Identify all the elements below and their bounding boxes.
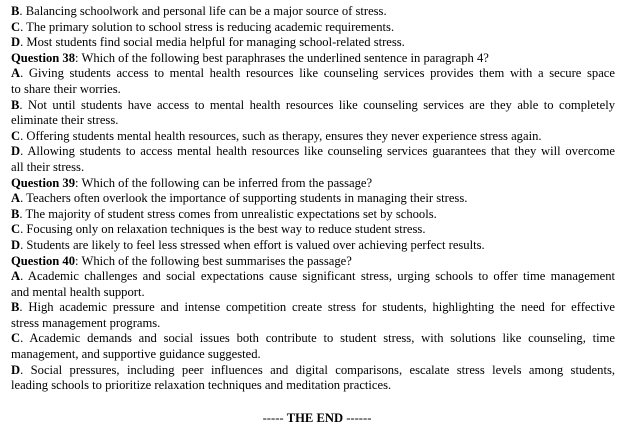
option-letter: B (11, 300, 20, 315)
option-letter: B (11, 4, 20, 18)
option-letter: C (11, 19, 21, 34)
q40-option-c-line2: management, and supportive guidance suggested. (11, 347, 261, 362)
option-letter: D (11, 35, 21, 50)
option-letter: C (11, 222, 21, 237)
q40-option-c-line1 (11, 331, 615, 347)
q38-option-b-line2: eliminate their stress. (11, 113, 119, 128)
q39-option-a (11, 191, 615, 207)
q40-stem (11, 254, 615, 270)
option-text: . The primary solution to school stress is reducing academic requirements. (20, 19, 395, 34)
option-text: . Focusing only on relaxation techniques is the best way to reduce student stress. (20, 222, 426, 237)
question-text: : Which of the following best summarises the passage? (75, 253, 352, 268)
q37-option-b (11, 4, 615, 20)
q40-option-a-line2: and mental health support. (11, 284, 145, 299)
document-body (11, 4, 615, 394)
option-text: . Not until students have access to mental health resources like counseling services are they able to completely (19, 97, 615, 112)
option-text: . Offering students mental health resources, such as therapy, ensures they never experience stress again. (20, 128, 542, 143)
q39-stem (11, 176, 615, 192)
question-text: : Which of the following best paraphrases the underlined sentence in paragraph 4? (75, 50, 489, 65)
q38-option-b-line1 (11, 98, 615, 114)
option-text: . Balancing schoolwork and personal life can be a major source of stress. (19, 4, 387, 18)
q40-option-d-line2: leading schools to prioritize relaxation techniques and meditation practices. (11, 378, 392, 393)
q40-option-b-line1 (11, 300, 615, 316)
q40-option-d-line1 (11, 363, 615, 379)
option-text: . Social pressures, including peer influences and digital comparisons, escalate stress levels among students, (20, 362, 615, 377)
option-text: . Most students find social media helpful for managing school-related stress. (20, 35, 405, 50)
question-text: : Which of the following can be inferred from the passage? (75, 175, 373, 190)
q38-option-d-line2: all their stress. (11, 159, 85, 174)
option-text: . Teachers often overlook the importance of supporting students in managing their stress. (20, 191, 468, 206)
q38-option-c (11, 129, 615, 145)
question-label: Question 40 (11, 253, 76, 268)
option-letter: B (11, 206, 20, 221)
q37-option-d (11, 35, 615, 51)
q40-option-a-line1 (11, 269, 615, 285)
option-letter: C (11, 128, 21, 143)
option-letter: A (11, 66, 21, 81)
q38-stem (11, 51, 615, 67)
q40-option-b-line2: stress management programs. (11, 315, 161, 330)
option-letter: D (11, 144, 21, 159)
option-text: . Giving students access to mental health resources like counseling services provides them with a secure space (20, 66, 615, 81)
end-marker (0, 411, 634, 427)
question-label: Question 38 (11, 50, 76, 65)
option-letter: C (11, 331, 21, 346)
q39-option-c (11, 222, 615, 238)
end-dashes-right: ------ (343, 411, 372, 425)
q38-option-a-line2: to share their worries. (11, 81, 121, 96)
question-label: Question 39 (11, 175, 76, 190)
q39-option-b (11, 207, 615, 223)
q38-option-a-line1 (11, 66, 615, 82)
option-letter: B (11, 97, 20, 112)
q38-option-d-line1 (11, 144, 615, 160)
q37-option-c (11, 20, 615, 36)
end-dashes-left: ----- (262, 411, 287, 425)
option-text: . Academic demands and social issues both contribute to student stress, with solutions like counseling, time (20, 331, 615, 346)
option-text: . High academic pressure and intense competition create stress for students, highlighting the need for effective (19, 300, 615, 315)
option-text: . Allowing students to access mental health resources like counseling services guarantees that they will overcome (20, 144, 615, 159)
option-letter: A (11, 191, 21, 206)
option-text: . Students are likely to feel less stressed when effort is valued over achieving perfect results. (20, 237, 485, 252)
option-text: . The majority of student stress comes from unrealistic expectations set by schools. (19, 206, 437, 221)
option-letter: D (11, 362, 21, 377)
option-letter: D (11, 237, 21, 252)
option-text: . Academic challenges and social expectations cause significant stress, urging schools to offer time management (20, 269, 615, 284)
option-letter: A (11, 269, 21, 284)
end-text: THE END (286, 411, 344, 425)
q39-option-d (11, 238, 615, 254)
